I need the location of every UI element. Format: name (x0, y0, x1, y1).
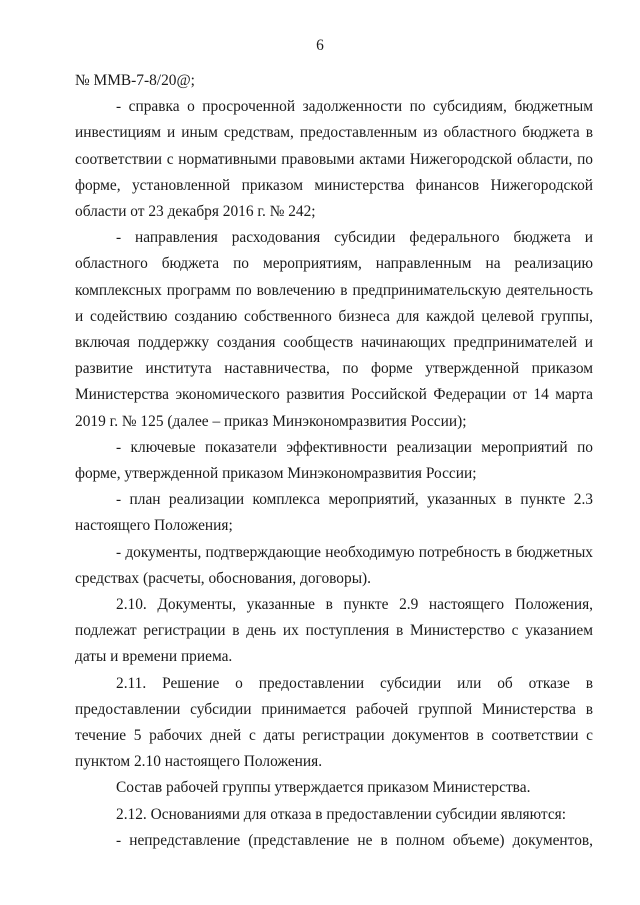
paragraph-subsidy-expenditure-directions: - направления расходования субсидии федерального бюджета и областного бюджета по мероприятиям, направленным на реализацию комплексных программ по вовлечению в предпринимательскую деятельность и содействию созданию собственного бизнеса для каждой целевой группы, включая поддержку создания сообществ начинающих предпринимателей и развитие института наставничества, по форме утвержденной приказом Министерства экономического развития Российской Федерации от 14 марта 2019 г. № 125 (далее – приказ Минэкономразвития России); (75, 229, 593, 430)
paragraph-continuation: № ММВ-7-8/20@; (75, 72, 195, 89)
paragraph-non-submission: - непредставление (представление не в полном объеме) документов, (116, 831, 593, 849)
paragraph-key-performance-indicators: - ключевые показатели эффективности реализации мероприятий по форме, утвержденной приказом Минэкономразвития России; (75, 438, 593, 483)
paragraph-2-11: 2.11. Решение о предоставлении субсидии или об отказе в предоставлении субсидии принимается рабочей группой Министерства в течение 5 рабочих дней с даты регистрации документов в соответствии с пунктом 2.10 настоящего Положения. (75, 674, 593, 771)
paragraph-budget-need-documents: - документы, подтверждающие необходимую потребность в бюджетных средствах (расчеты, обоснования, договоры). (75, 543, 593, 587)
paragraph-2-10: 2.10. Документы, указанные в пункте 2.9 настоящего Положения, подлежат регистрации в день их поступления в Министерство с указанием даты и времени приема. (75, 596, 593, 666)
paragraph-working-group: Состав рабочей группы утверждается приказом Министерства. (116, 779, 531, 797)
page-number: 6 (316, 37, 324, 54)
paragraph-overdue-debt-certificate: - справка о просроченной задолженности по субсидиям, бюджетным инвестициям и иным средствам, предоставленным из областного бюджета в соответствии с нормативными правовыми актами Нижегородской области, по форме, установленной приказом министерства финансов Нижегородской области от 23 декабря 2016 г. № 242; (75, 98, 593, 221)
paragraph-implementation-plan: - план реализации комплекса мероприятий, указанных в пункте 2.3 настоящего Положения; (75, 491, 593, 535)
document-body (75, 68, 593, 854)
paragraph-2-12: 2.12. Основаниями для отказа в предоставлении субсидии являются: (116, 805, 567, 823)
